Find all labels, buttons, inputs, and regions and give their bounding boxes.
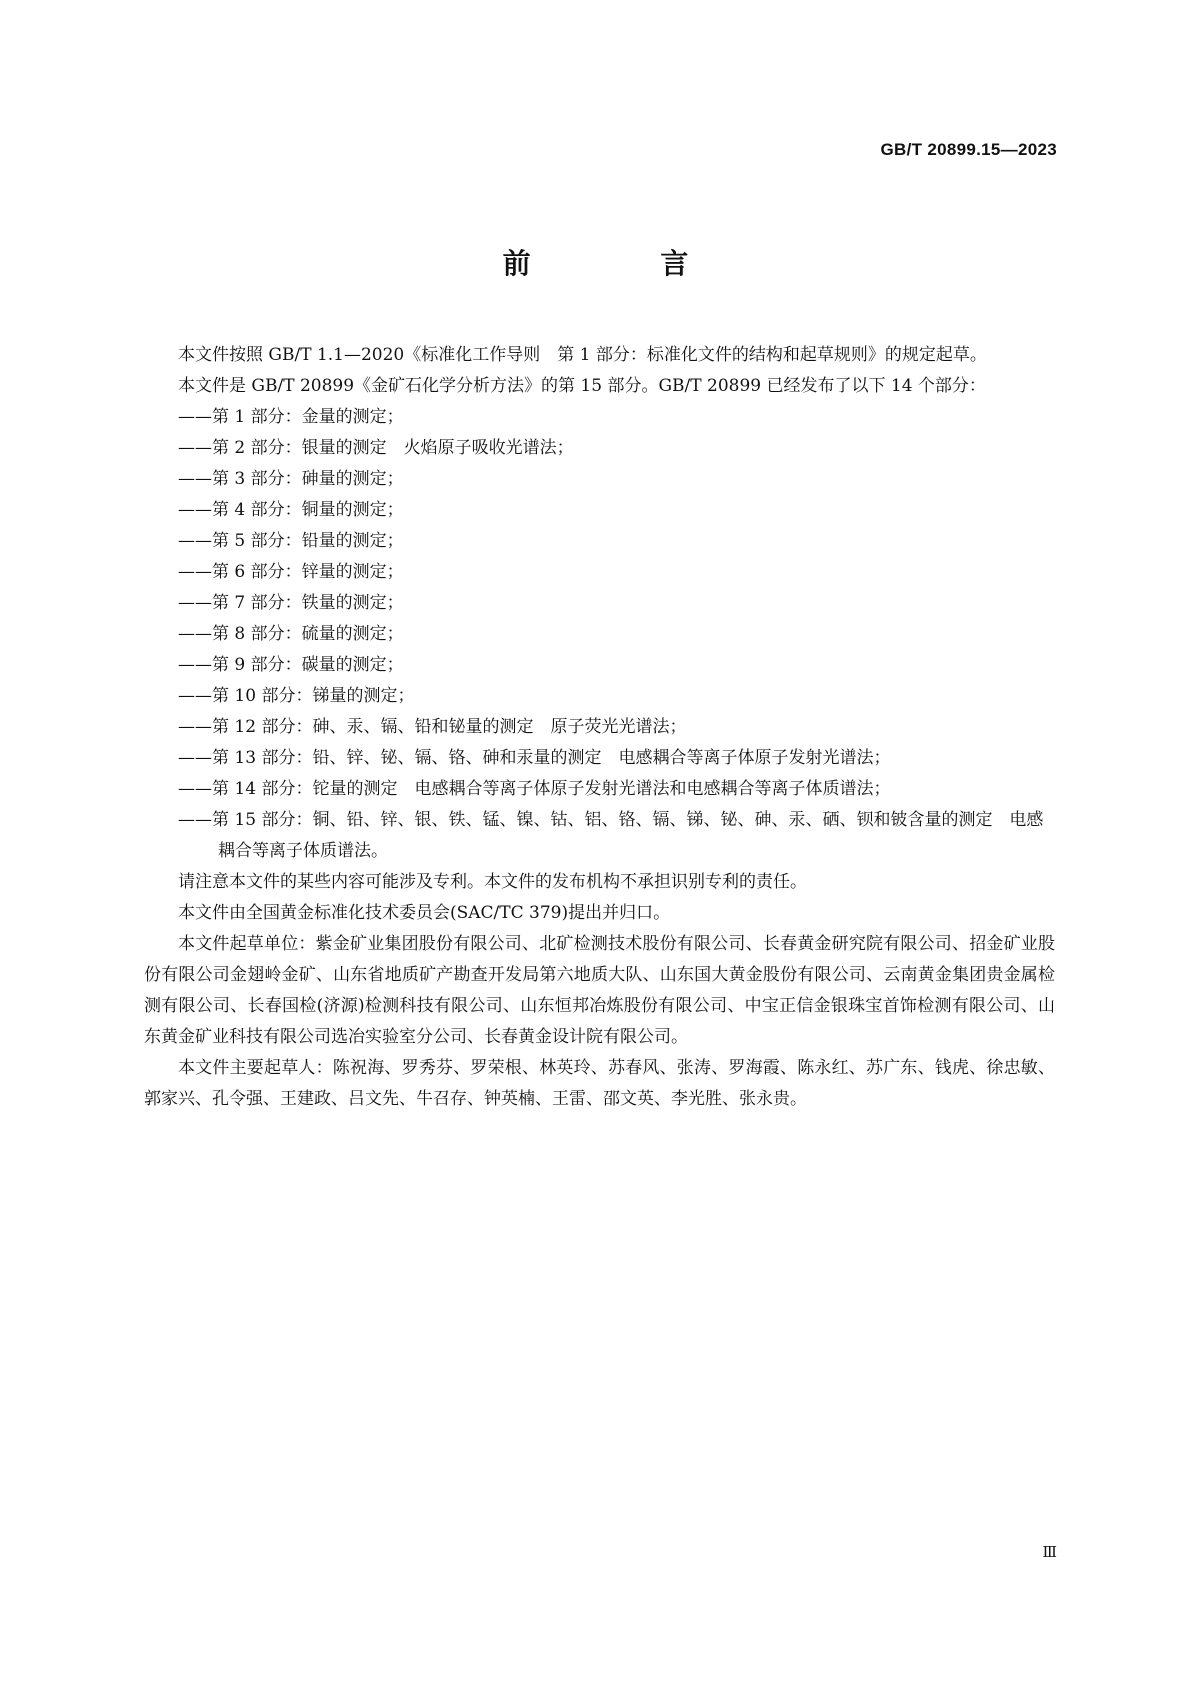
list-item: ——第 6 部分：锌量的测定； — [178, 562, 404, 582]
list-item: ——第 4 部分：铜量的测定； — [178, 500, 404, 520]
preface-body — [144, 340, 1055, 1115]
page-title: 前 言 — [502, 247, 749, 280]
list-item: ——第 15 部分：铜、铅、锌、银、铁、锰、镍、钴、铝、铬、镉、锑、铋、砷、汞、硒、钡和铍含量的测定 电感耦合等离子体质谱法。 — [178, 810, 1044, 861]
list-item: ——第 7 部分：铁量的测定； — [178, 593, 404, 613]
paragraph-series-intro: 本文件是 GB/T 20899《金矿石化学分析方法》的第 15 部分。GB/T 20899 已经发布了以下 14 个部分： — [178, 376, 986, 396]
list-item: ——第 13 部分：铅、锌、铋、镉、铬、砷和汞量的测定 电感耦合等离子体原子发射光谱法； — [178, 748, 891, 768]
list-item: ——第 14 部分：铊量的测定 电感耦合等离子体原子发射光谱法和电感耦合等离子体质谱法； — [178, 779, 891, 799]
list-item: ——第 8 部分：硫量的测定； — [178, 624, 404, 644]
parts-list — [144, 402, 1055, 867]
paragraph-patent-notice: 请注意本文件的某些内容可能涉及专利。本文件的发布机构不承担识别专利的责任。 — [178, 872, 807, 892]
paragraph-drafting-rules: 本文件按照 GB/T 1.1—2020《标准化工作导则 第 1 部分：标准化文件的结构和起草规则》的规定起草。 — [178, 345, 987, 365]
list-item: ——第 5 部分：铅量的测定； — [178, 531, 404, 551]
list-item: ——第 12 部分：砷、汞、镉、铅和铋量的测定 原子荧光光谱法； — [178, 717, 687, 737]
paragraph-drafters: 本文件主要起草人：陈祝海、罗秀芬、罗荣根、林英玲、苏春风、张涛、罗海霞、陈永红、苏广东、钱虎、徐忠敏、郭家兴、孔令强、王建政、吕文先、牛召存、钟英楠、王雷、邵文英、李光胜、张永贵。 — [144, 1058, 1055, 1109]
document-code: GB/T 20899.15—2023 — [880, 140, 1057, 159]
paragraph-drafting-units: 本文件起草单位：紫金矿业集团股份有限公司、北矿检测技术股份有限公司、长春黄金研究院有限公司、招金矿业股份有限公司金翅岭金矿、山东省地质矿产勘查开发局第六地质大队、山东国大黄金股份有限公司、云南黄金集团贵金属检测有限公司、长春国检(济源)检测科技有限公司、山东恒邦冶炼股份有限公司、中宝正信金银珠宝首饰检测有限公司、山东黄金矿业科技有限公司选冶实验室分公司、长春黄金设计院有限公司。 — [144, 934, 1055, 1047]
page-number: Ⅲ — [1042, 1543, 1057, 1561]
list-item: ——第 1 部分：金量的测定； — [178, 407, 404, 427]
list-item: ——第 9 部分：碳量的测定； — [178, 655, 404, 675]
paragraph-proposer: 本文件由全国黄金标准化技术委员会(SAC/TC 379)提出并归口。 — [178, 903, 671, 923]
list-item: ——第 10 部分：锑量的测定； — [178, 686, 415, 706]
list-item: ——第 3 部分：砷量的测定； — [178, 469, 404, 489]
list-item: ——第 2 部分：银量的测定 火焰原子吸收光谱法； — [178, 438, 574, 458]
